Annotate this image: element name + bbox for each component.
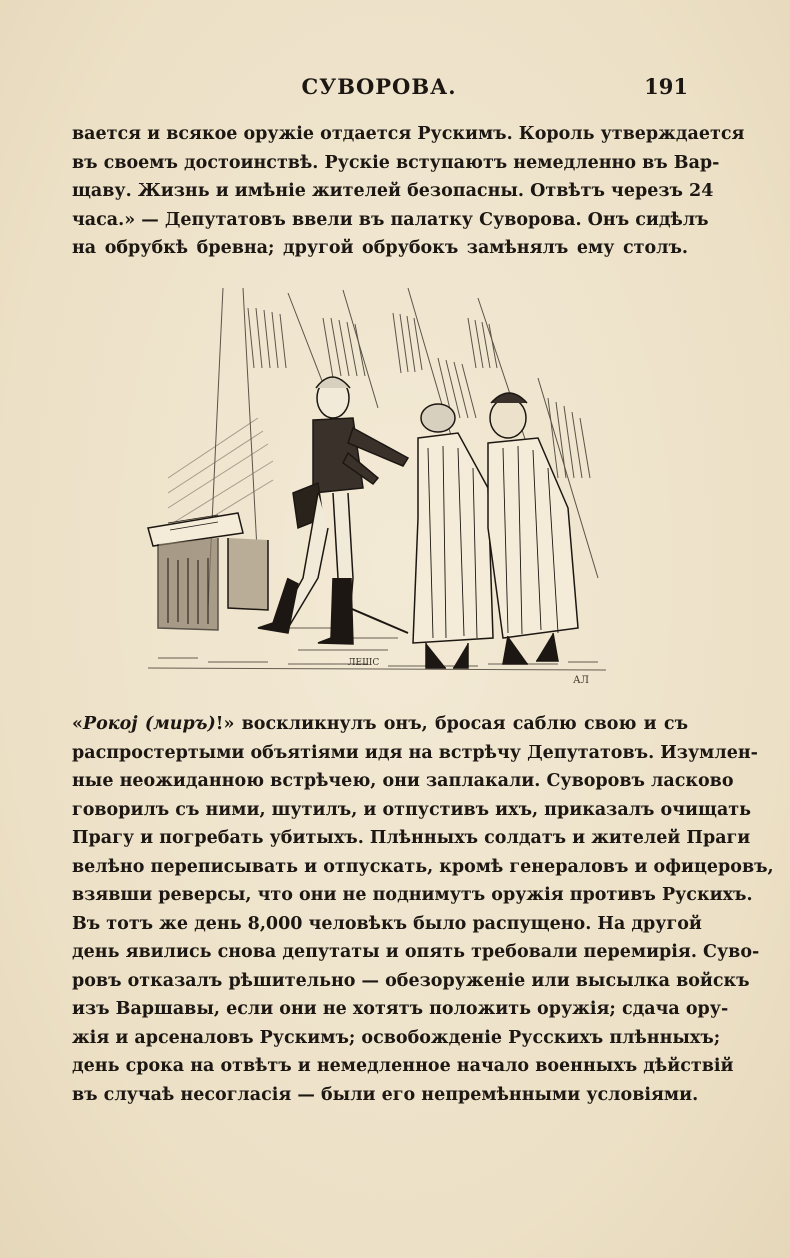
- text-line: взявши реверсы, что они не поднимутъ оружія противъ Рускихъ.: [72, 885, 753, 905]
- text-line: въ своемъ достоинствѣ. Рускіе вступаютъ немедленно въ Вар-: [72, 152, 720, 173]
- text-line: изъ Варшавы, если они не хотятъ положить оружія; сдача ору-: [72, 999, 729, 1019]
- text-line: жія и арсеналовъ Рускимъ; освобожденіе Русскихъ плѣнныхъ;: [72, 1027, 721, 1048]
- text-line: въ случаѣ несогласія — были его непремѣнными условіями.: [72, 1084, 699, 1105]
- text-line: говорилъ съ ними, шутилъ, и отпустивъ ихъ, приказалъ очищать: [72, 799, 752, 820]
- deputy-figure-right: [488, 393, 578, 664]
- text-line: ровъ отказалъ рѣшительно — обезоруженіе или высылка войскъ: [72, 970, 750, 991]
- italic-word: Рокој (миръ): [82, 714, 216, 734]
- stump-table: [148, 513, 268, 630]
- text-line: щаву. Жизнь и имѣніе жителей безопасны. Отвѣтъ черезъ 24: [72, 181, 714, 201]
- text-line: ные неожиданною встрѣчею, они заплакали. Суворовъ ласково: [72, 771, 734, 791]
- deputy-figure-left: [413, 404, 493, 668]
- first-line-rest: !» воскликнулъ онъ, бросая саблю свою и съ: [215, 714, 688, 734]
- text-line: велѣно переписывать и отпускать, кромѣ генераловъ и офицеровъ,: [72, 856, 774, 877]
- running-title: СУВОРОВА.: [301, 74, 457, 99]
- text-line: Прагу и погребать убитыхъ. Плѣнныхъ солдатъ и жителей Праги: [72, 828, 751, 848]
- text-line: на обрубкѣ бревна; другой обрубокъ замѣнялъ ему столъ.: [72, 238, 688, 258]
- bottom-paragraph: [72, 710, 774, 1109]
- engraver-signature-left: ЛЕШС: [348, 658, 380, 668]
- suvorov-figure: [258, 377, 408, 644]
- text-line: часа.» — Депутатовъ ввели въ палатку Суворова. Онъ сидѣлъ: [72, 209, 709, 230]
- top-paragraph: [72, 120, 745, 263]
- page-header: [70, 74, 688, 104]
- engraver-signature-right: АЛ: [573, 675, 589, 686]
- text-line: день явились снова депутаты и опять требовали перемирія. Суво-: [72, 942, 760, 962]
- text-line: день срока на отвѣтъ и немедленное начало военныхъ дѣйствій: [72, 1056, 734, 1076]
- open-quote: «: [72, 714, 83, 734]
- page-number: 191: [644, 74, 688, 99]
- text-line: вается и всякое оружіе отдается Рускимъ. Король утверждается: [72, 124, 745, 144]
- engraving-illustration: [148, 278, 606, 688]
- text-line: Въ тотъ же день 8,000 человѣкъ было распущено. На другой: [72, 913, 702, 934]
- text-line-first: [72, 710, 688, 739]
- text-line: распростертыми объятіями идя на встрѣчу Депутатовъ. Изумлен-: [72, 742, 758, 763]
